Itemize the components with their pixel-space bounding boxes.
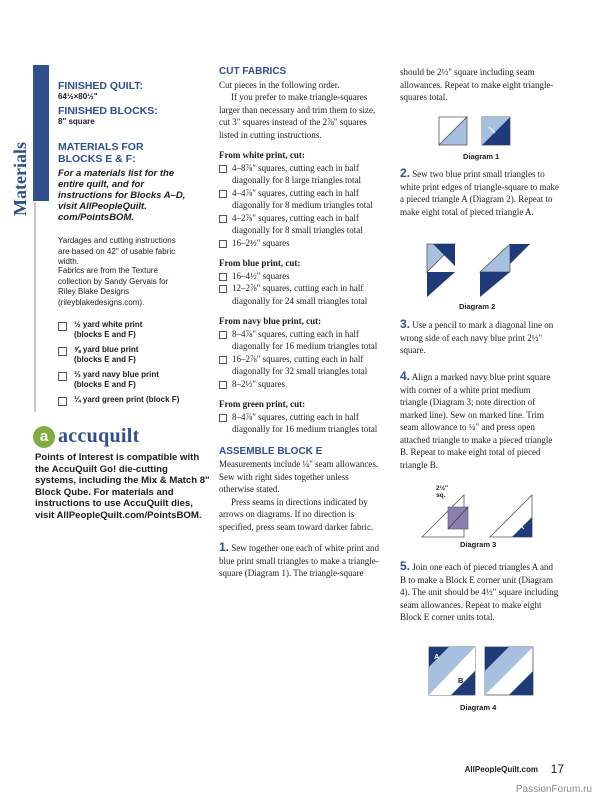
checkbox-icon	[58, 372, 67, 381]
cut-fabrics-heading: CUT FABRICS	[219, 66, 287, 77]
diagram-4	[427, 645, 537, 699]
step-5: 5. Join one each of pieced triangles A and B to make a Block E corner unit (Diagram 4). The unit should be 4½" square including seam allowances. Repeat to make eight Block E corner units total.	[400, 559, 559, 622]
white-print-heading: From white print, cut:	[219, 150, 305, 160]
diagram-4-label-b: B	[458, 676, 464, 685]
checkbox-icon	[219, 381, 227, 389]
cut-item: 16–4½" squares	[219, 270, 384, 283]
checkbox-icon	[219, 215, 227, 223]
materials-for-label: MATERIALS FOR BLOCKS E & F:	[58, 141, 144, 165]
cut-item: 16–2⅞" squares, cutting each in half diagonally for 32 small triangles total	[219, 353, 384, 378]
materials-list-item: ¼ yard green print (block F)	[58, 395, 208, 406]
checkbox-icon	[219, 273, 227, 281]
cut-item: 8–2½" squares	[219, 378, 384, 391]
checkbox-icon	[58, 322, 67, 331]
step-number: 2.	[400, 166, 411, 180]
checkbox-icon	[219, 190, 227, 198]
checkbox-icon	[219, 331, 227, 339]
diagram-3	[420, 493, 540, 539]
step-1-cont: should be 2½" square including seam allowances. Repeat to make eight triangle-squares total.	[400, 67, 554, 102]
checkbox-icon	[219, 285, 227, 293]
cut-item: 4–8⅞" squares, cutting each in half diagonally for 8 large triangles total	[219, 162, 384, 187]
diagram-3-dimension-label: 2½" sq.	[436, 485, 449, 499]
assemble-heading: ASSEMBLE BLOCK E	[219, 445, 323, 457]
checkbox-icon	[219, 356, 227, 364]
finished-blocks	[58, 105, 198, 127]
navy-print-heading: From navy blue print, cut:	[219, 316, 322, 326]
sidebar-accent-bar	[33, 65, 49, 201]
accuquilt-wordmark: accuquilt	[58, 425, 140, 447]
cut-item: 16–2½" squares	[219, 237, 384, 250]
footer-site: AllPeopleQuilt.com	[464, 765, 538, 774]
cut-item: 8–4⅞" squares, cutting each in half diagonally for 16 medium triangles total	[219, 328, 384, 353]
cut-item: 12–2⅞" squares, cutting each in half diagonally for 24 small triangles total	[219, 282, 384, 307]
fabric-note: Fabrics are from the Texture collection by Sandy Gervais for Riley Blake Designs (rileyblakedesigns.com).	[58, 266, 169, 307]
finished-blocks-value: 8" square	[58, 117, 95, 126]
materials-list-item: ½ yard white print (blocks E and F)	[58, 320, 208, 340]
checkbox-icon	[219, 414, 227, 422]
materials-note: For a materials list for the entire quilt, and for instructions for Blocks A–D, visit AllPeopleQuilt. com/PointsBOM.	[58, 168, 186, 223]
step-3: 3. Use a pencil to mark a diagonal line on wrong side of each navy blue print 2½" square.	[400, 317, 554, 355]
step-1: 1. Sew together one each of white print and blue print small triangles to make a triangle-square (Diagram 1). The triangle-square	[219, 540, 379, 578]
materials-list	[58, 320, 208, 411]
materials-list-item: ⅝ yard blue print (blocks E and F)	[58, 345, 208, 365]
cut-intro-2: If you prefer to make triangle-squares larger than necessary and trim them to size, cut 3" squares instead of the 2⅞" squares listed in cutting instructions.	[219, 92, 376, 140]
step-4: 4. Align a marked navy blue print square with corner of a white print medium triangle (Diagram 3; note direction of marked line). Sew on marked line. Trim seam allowance to ¼" and press open attached triangle to make a pieced triangle B. Repeat to make eight total of pieced triangle B.	[400, 369, 553, 470]
diagram-4-label-a: A	[434, 652, 440, 661]
cut-item: 4–2⅞" squares, cutting each in half diagonally for 8 small triangles total	[219, 212, 384, 237]
green-print-heading: From green print, cut:	[219, 399, 306, 409]
step-number: 1.	[219, 540, 230, 554]
step-number: 3.	[400, 317, 411, 331]
accuquilt-text: Points of Interest is compatible with the AccuQuilt Go! die-cutting systems, including the Mix & Match 8" Block Qube. For materials and instructions to use AccuQuilt dies, visit AllPeopleQuilt.com/PointsBOM.	[35, 452, 210, 521]
step-number: 4.	[400, 369, 411, 383]
assemble-p1: Measurements include ¼" seam allowances. Sew with right sides together unless otherwise stated.	[219, 459, 379, 494]
checkbox-icon	[58, 347, 67, 356]
cut-item: 4–4⅞" squares, cutting each in half diagonally for 8 medium triangles total	[219, 187, 384, 212]
finished-quilt-value: 64½×80½"	[58, 92, 98, 101]
cut-item: 8–4⅞" squares, cutting each in half diagonally for 16 medium triangles total	[219, 411, 384, 436]
accuquilt-logo	[33, 425, 140, 448]
materials-list-item: ⅓ yard navy blue print (blocks E and F)	[58, 370, 208, 390]
finished-blocks-label: FINISHED BLOCKS:	[58, 105, 158, 117]
sidebar-vertical-title: Materials	[10, 142, 30, 216]
finished-quilt	[58, 80, 198, 102]
checkbox-icon	[219, 240, 227, 248]
watermark: PassionForum.ru	[515, 784, 592, 795]
column-1	[219, 66, 384, 580]
finished-quilt-label: FINISHED QUILT:	[58, 80, 143, 92]
diagram-3-label: Diagram 3	[460, 540, 497, 549]
checkbox-icon	[58, 397, 67, 406]
diagram-1-label: Diagram 1	[463, 152, 500, 161]
materials-for-heading	[58, 141, 178, 165]
step-number: 5.	[400, 559, 411, 573]
page-number: 17	[550, 762, 564, 776]
assemble-p2: Press seams in directions indicated by arrows on diagrams. If no direction is specified, press seam toward darker fabric.	[219, 496, 374, 532]
yardage-note: Yardages and cutting instructions are based on 42" of usable fabric width.	[58, 236, 176, 266]
column-2-text-a	[400, 66, 560, 104]
step-2: 2. Sew two blue print small triangles to white print edges of triangle-square to make a pieced triangle A (Diagram 2). Repeat to make eight total of pieced triangle A.	[400, 166, 559, 217]
accuquilt-icon: a	[33, 426, 55, 448]
diagram-1	[437, 115, 517, 151]
diagram-2	[425, 242, 535, 298]
diagram-2-label: Diagram 2	[459, 302, 496, 311]
diagram-4-label: Diagram 4	[460, 703, 497, 712]
sidebar-divider	[34, 202, 36, 412]
checkbox-icon	[219, 165, 227, 173]
blue-print-heading: From blue print, cut:	[219, 258, 301, 268]
cut-intro: Cut pieces in the following order.	[219, 79, 340, 90]
